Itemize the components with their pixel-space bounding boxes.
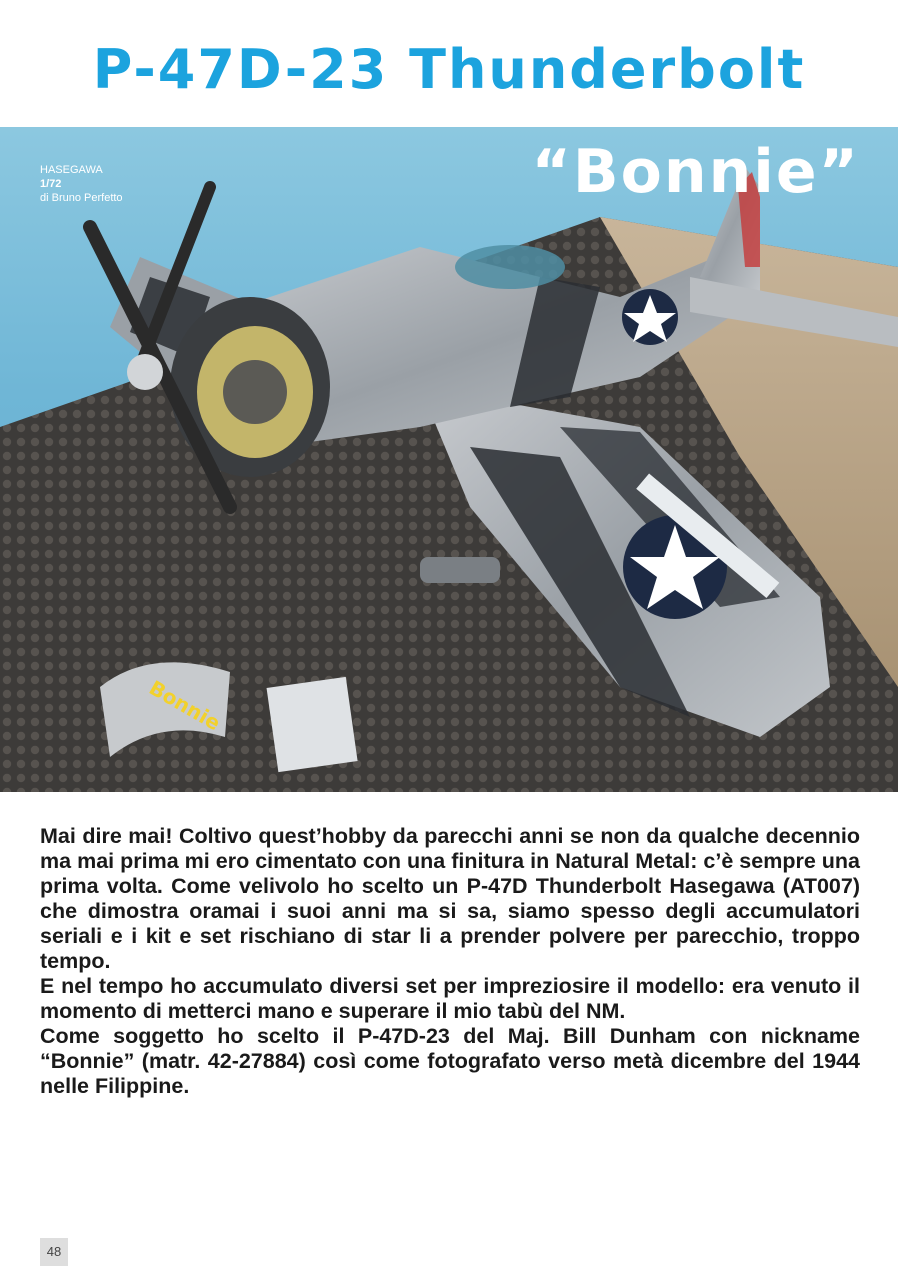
article-paragraph: Mai dire mai! Coltivo quest’hobby da parecchi anni se non da qualche decennio ma mai prima mi ero cimentato con una finitura in Natural Metal: c’è sempre una prima volta. Come velivolo ho scelto un P-47D Thunderbolt Hasegawa (AT007) che dimostra oramai i suoi anni ma si sa, siamo spesso degli accumulatori seriali e i kit e set rischiano di star li a prender polvere per parecchio, troppo tempo. — [40, 824, 860, 973]
landing-gear — [420, 557, 500, 583]
canopy — [455, 245, 565, 289]
kit-manufacturer: HASEGAWA — [40, 164, 103, 176]
aircraft-illustration — [0, 127, 898, 792]
kit-author: di Bruno Perfetto — [40, 192, 123, 204]
access-panel — [267, 677, 358, 772]
article-paragraph: Come soggetto ho scelto il P-47D-23 del Maj. Bill Dunham con nickname “Bonnie” (matr. 42-27884) così come fotografato verso metà dicembre del 1944 nelle Filippine. — [40, 1024, 860, 1098]
aircraft-nickname: “Bonnie” — [531, 137, 860, 207]
kit-info — [40, 163, 123, 205]
kit-scale: 1/72 — [40, 178, 62, 190]
article-body — [40, 824, 860, 1099]
page-number: 48 — [40, 1238, 68, 1266]
page-title: P-47D-23 Thunderbolt — [92, 38, 806, 101]
cowl-panel-text: Bonnie — [145, 675, 225, 736]
model-photo — [0, 127, 898, 792]
article-paragraph: E nel tempo ho accumulato diversi set per impreziosire il modello: era venuto il momento di metterci mano e superare il mio tabù del NM. — [40, 974, 860, 1023]
propeller-spinner — [127, 354, 163, 390]
